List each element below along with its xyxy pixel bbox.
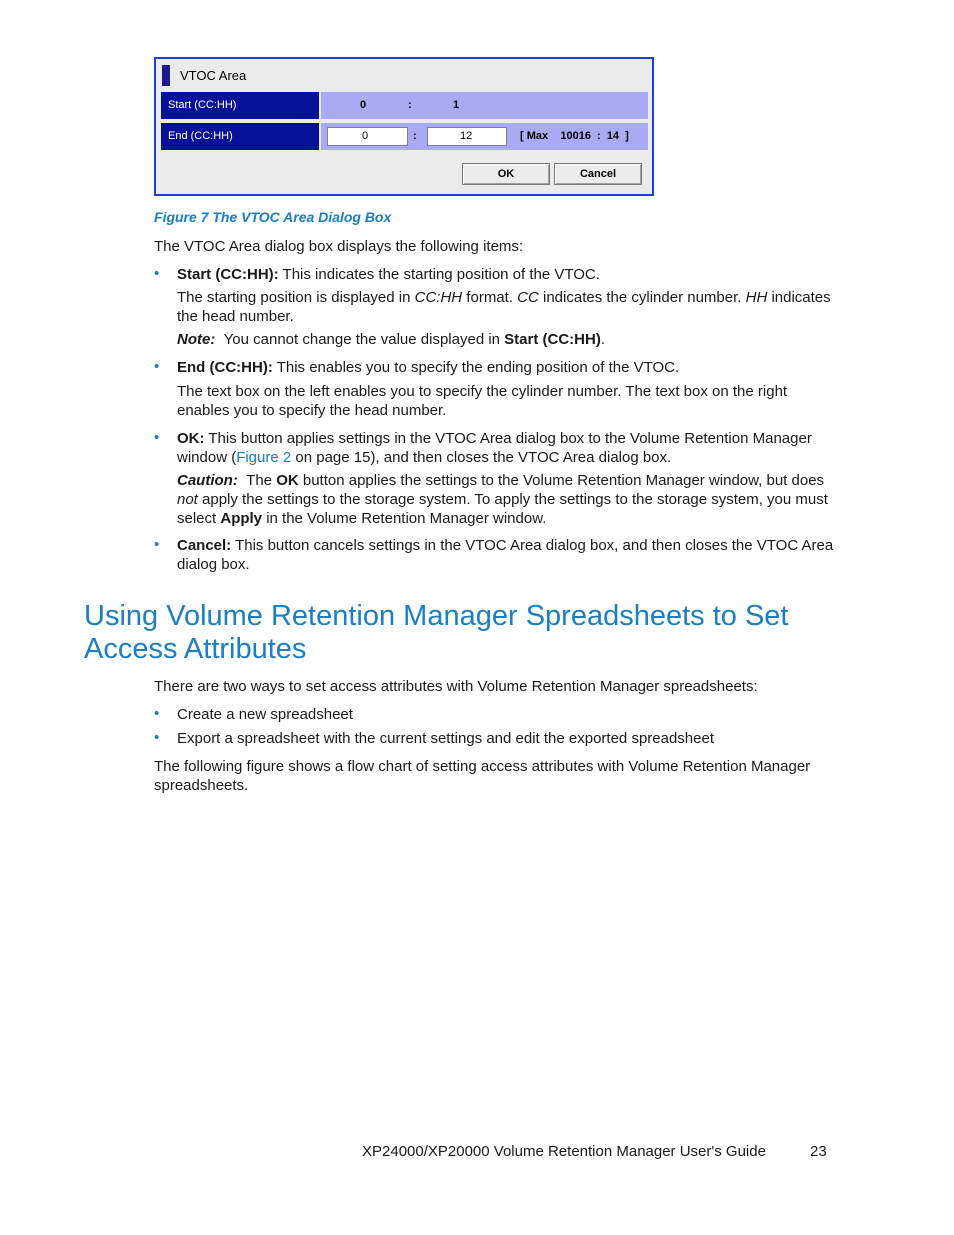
end-term: End (CC:HH):: [177, 359, 273, 376]
caution-text: in the Volume Retention Manager window.: [262, 510, 547, 527]
start-cc-value: 0: [360, 99, 367, 111]
ok-text: on page 15), and then closes the VTOC Area dialog box.: [291, 449, 672, 466]
end-row: [321, 123, 648, 150]
page-number: 23: [810, 1143, 827, 1160]
bullet: •: [154, 705, 160, 722]
end-text: This enables you to specify the ending position of the VTOC.: [272, 359, 680, 376]
bullet: •: [154, 729, 160, 746]
start-detail-text: The starting position is displayed in: [177, 289, 415, 306]
caution-text: button applies the settings to the Volume Retention Manager window, but does: [298, 472, 825, 489]
end-hh-input[interactable]: 12: [427, 127, 507, 146]
ok-term: OK:: [177, 430, 205, 447]
caution-not: not: [177, 491, 198, 508]
bullet: •: [154, 429, 160, 446]
ok-button[interactable]: OK: [462, 163, 550, 185]
start-detail: [177, 288, 837, 326]
end-separator: :: [413, 130, 417, 142]
bullet: •: [154, 536, 160, 553]
start-detail-text: indicates the cylinder number.: [538, 289, 746, 306]
note-bold: Start (CC:HH): [504, 331, 601, 348]
section-intro: There are two ways to set access attributes with Volume Retention Manager spreadsheets:: [154, 678, 758, 695]
list-item: Export a spreadsheet with the current settings and edit the exported spreadsheet: [177, 730, 714, 747]
start-hh-value: 1: [453, 99, 460, 111]
start-detail-text: indicates the head number.: [177, 289, 831, 325]
dialog-title-marker: [162, 65, 170, 86]
end-cc-input[interactable]: 0: [327, 127, 408, 146]
caution-text: apply the settings to the storage system. To apply the settings to the storage system, you must select: [177, 491, 828, 527]
end-detail: The text box on the left enables you to specify the cylinder number. The text box on the right enables you to specify the head number.: [177, 383, 788, 419]
ok-text: This button applies settings in the VTOC Area dialog box to the Volume Retention Manager window (: [177, 430, 812, 466]
cc-term: CC: [517, 289, 539, 306]
start-label: Start (CC:HH): [161, 92, 319, 119]
caution-apply: Apply: [220, 510, 263, 527]
start-separator: :: [408, 99, 412, 111]
cancel-term: Cancel:: [177, 537, 232, 554]
start-term: Start (CC:HH):: [177, 266, 279, 283]
closing-paragraph: The following figure shows a flow chart of setting access attributes with Volume Retention Manager spreadsheets.: [154, 758, 811, 794]
caution-label: Caution:: [177, 472, 238, 489]
end-label: End (CC:HH): [161, 123, 319, 150]
caution-ok: OK: [276, 472, 299, 489]
note-text: You cannot change the value displayed in: [223, 331, 505, 348]
max-range-text: [ Max 10016 : 14 ]: [520, 130, 629, 142]
start-detail-text: format.: [462, 289, 518, 306]
vtoc-area-dialog: [154, 57, 654, 196]
end-item: [177, 358, 837, 377]
cancel-text: This button cancels settings in the VTOC Area dialog box, and then closes the VTOC Area dialog box.: [177, 537, 834, 573]
cchh-term: CC:HH: [414, 289, 463, 306]
ok-item: [177, 429, 837, 467]
hh-term: HH: [745, 289, 768, 306]
caution-text: The: [246, 472, 277, 489]
start-text: This indicates the starting position of the VTOC.: [278, 266, 600, 283]
section-heading: Using Volume Retention Manager Spreadsheets to Set Access Attributes: [84, 600, 789, 665]
start-row: [321, 92, 648, 119]
bullet: •: [154, 358, 160, 375]
footer-title: XP24000/XP20000 Volume Retention Manager User's Guide: [362, 1143, 766, 1160]
intro-paragraph: The VTOC Area dialog box displays the following items:: [154, 238, 524, 255]
bullet: •: [154, 265, 160, 282]
caution: [177, 471, 837, 528]
cancel-button[interactable]: Cancel: [554, 163, 642, 185]
note-text: .: [600, 331, 606, 348]
note-label: Note:: [177, 331, 216, 348]
list-item: Create a new spreadsheet: [177, 706, 353, 723]
cancel-item: [177, 536, 837, 574]
figure-caption: Figure 7 The VTOC Area Dialog Box: [154, 209, 392, 225]
figure-2-link[interactable]: Figure 2: [236, 449, 292, 466]
dialog-title: VTOC Area: [180, 68, 247, 83]
note: [177, 330, 837, 349]
start-item: [177, 265, 837, 284]
